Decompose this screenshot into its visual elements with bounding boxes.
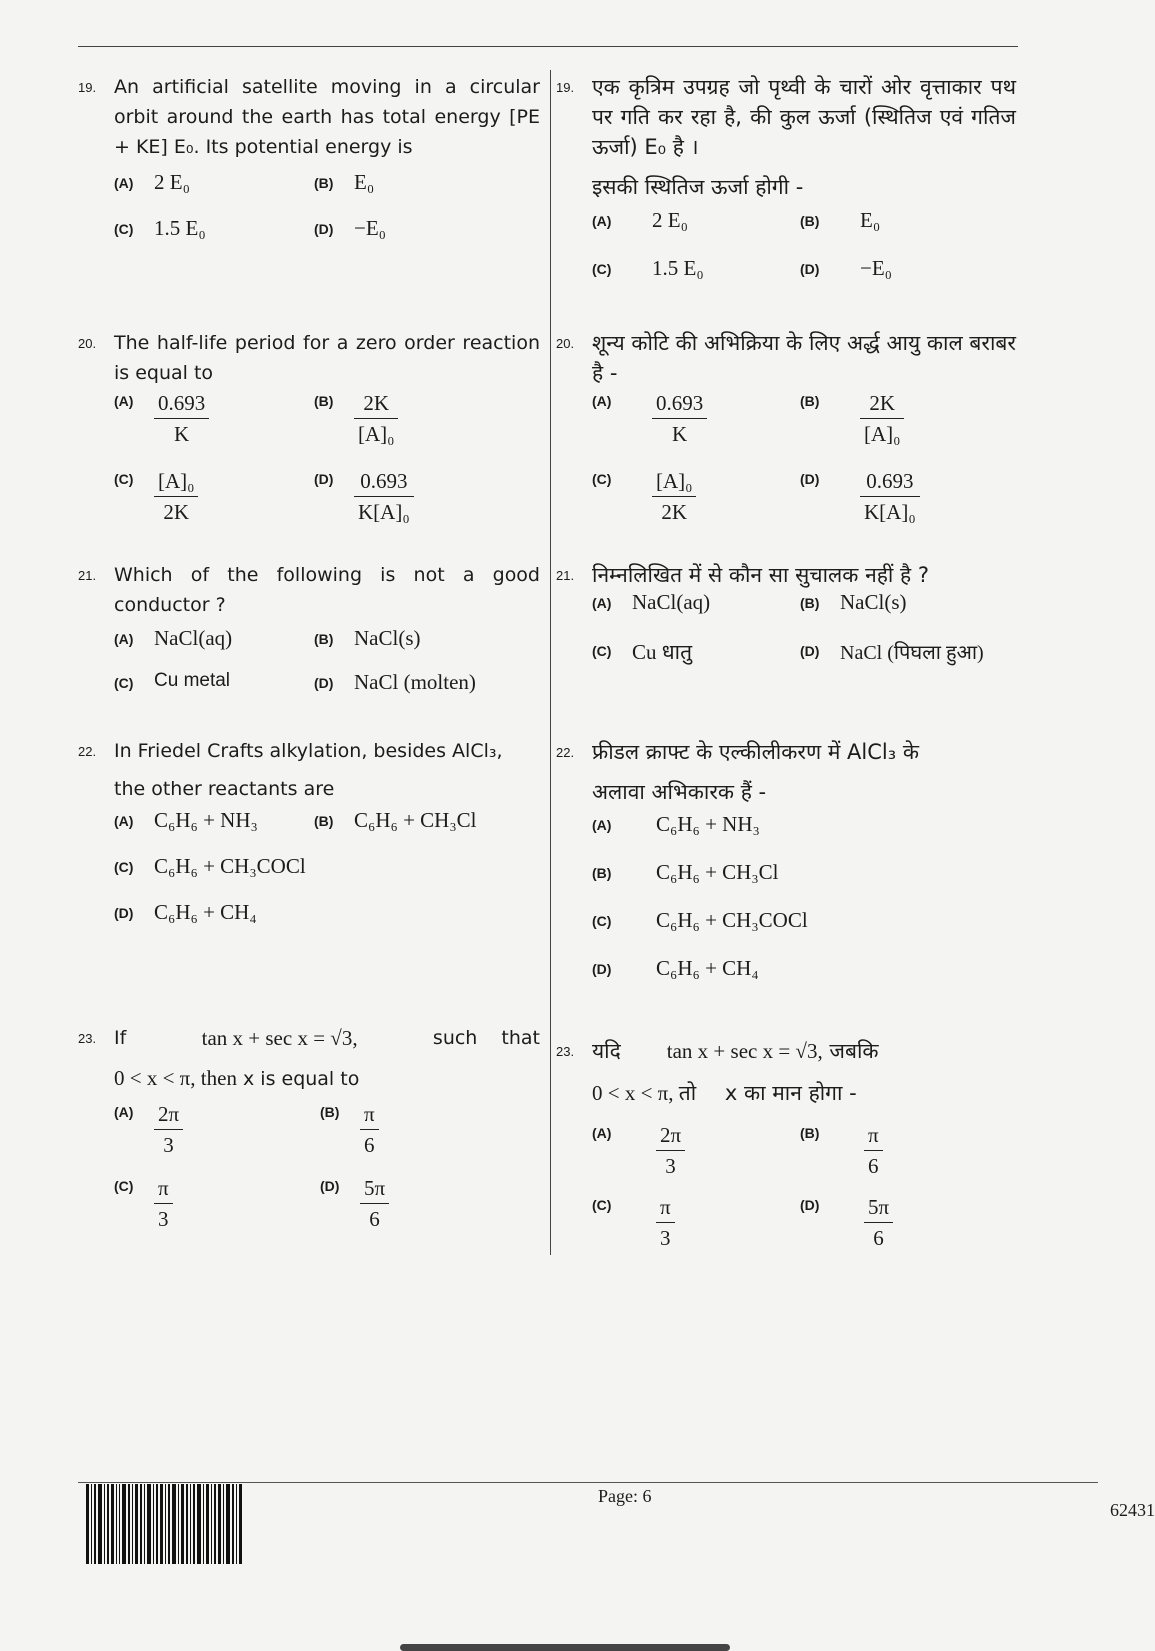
question-text: शून्य कोटि की अभिक्रिया के लिए अर्द्ध आयु काल बराबर है - bbox=[592, 331, 1016, 385]
option-c[interactable]: (C) 1.5 E₀ bbox=[592, 256, 704, 280]
option-c[interactable]: (C) $\frac{\pi}{3}$ bbox=[592, 1192, 675, 1253]
option-c[interactable]: (C) $\frac{\pi}{3}$ bbox=[114, 1173, 173, 1234]
question-20-hi bbox=[556, 328, 1016, 538]
footer-rule bbox=[78, 1482, 1098, 1483]
option-a[interactable]: (A) C₆H₆ + NH₃ bbox=[592, 812, 760, 836]
page-number: Page: 6 bbox=[598, 1486, 652, 1506]
question-number: 20. bbox=[78, 336, 97, 351]
option-d[interactable]: (D) NaCl (पिघला हुआ) bbox=[800, 642, 984, 664]
option-b[interactable]: (B) C₆H₆ + CH₃Cl bbox=[592, 860, 779, 884]
option-a[interactable]: (A) $\frac{2\pi}{3}$ bbox=[592, 1120, 685, 1181]
option-c[interactable]: (C) $\frac{\text{[A]₀}}{2K}$ bbox=[114, 466, 198, 527]
option-b[interactable]: (B) E₀ bbox=[314, 170, 375, 194]
option-a[interactable]: (A) NaCl(aq) bbox=[114, 626, 233, 650]
question-text: The half-life period for a zero order reaction is equal to bbox=[114, 332, 540, 384]
paper-code: 62431 bbox=[1110, 1500, 1155, 1520]
question-text: एक कृत्रिम उपग्रह जो पृथ्वी के चारों ओर वृत्ताकार पथ पर गति कर रहा है, की कुल ऊर्जा (स्थितिज एवं गतिज ऊर्जा) E₀ है । bbox=[592, 75, 1016, 159]
condition: 0 < x < π, then bbox=[114, 1066, 237, 1090]
such-that: जबकि bbox=[829, 1039, 879, 1063]
option-c[interactable]: (C) C₆H₆ + CH₃COCl bbox=[592, 908, 808, 932]
option-d[interactable]: (D) $\frac{5\pi}{6}$ bbox=[800, 1192, 893, 1253]
question-23-hi bbox=[556, 1030, 1016, 1280]
barcode bbox=[86, 1484, 286, 1564]
option-b[interactable]: (B) $\frac{\pi}{6}$ bbox=[800, 1120, 883, 1181]
option-d[interactable]: (D) $\frac{5\pi}{6}$ bbox=[320, 1173, 389, 1234]
option-a[interactable]: (A) $\frac{0.693}{K}$ bbox=[114, 388, 209, 449]
question-19-hi bbox=[556, 72, 1016, 308]
question-text-2: the other reactants are bbox=[114, 778, 335, 800]
option-a[interactable]: (A) $\frac{2\pi}{3}$ bbox=[114, 1099, 183, 1160]
scan-edge bbox=[400, 1644, 730, 1651]
option-c[interactable]: (C) $\frac{\text{[A]₀}}{2K}$ bbox=[592, 466, 696, 527]
question-22-en bbox=[78, 732, 540, 958]
option-b[interactable]: (B) E₀ bbox=[800, 208, 881, 232]
option-a[interactable]: (A) C₆H₆ + NH₃ bbox=[114, 808, 258, 832]
condition: 0 < x < π, तो bbox=[592, 1081, 697, 1105]
option-b[interactable]: (B) $\frac{\pi}{6}$ bbox=[320, 1099, 379, 1160]
question-text: फ्रीडल क्राफ्ट के एल्कीलीकरण में AlCl₃ के bbox=[592, 740, 919, 764]
such-that: such that bbox=[432, 1027, 540, 1049]
option-c[interactable]: (C) 1.5 E₀ bbox=[114, 216, 206, 240]
option-c[interactable]: (C) Cu metal bbox=[114, 670, 231, 691]
column-divider bbox=[550, 70, 551, 1255]
question-21-en bbox=[78, 560, 540, 716]
question-22-hi bbox=[556, 732, 1016, 1012]
option-b[interactable]: (B) NaCl(s) bbox=[800, 590, 907, 614]
option-d[interactable]: (D) $\frac{0.693}{\text{K[A]₀}}$ bbox=[800, 466, 920, 527]
if-word: If bbox=[114, 1027, 127, 1049]
question-tail: x is equal to bbox=[243, 1068, 360, 1090]
question-number: 21. bbox=[556, 568, 575, 583]
option-b[interactable]: (B) NaCl(s) bbox=[314, 626, 421, 650]
option-d[interactable]: (D) −E₀ bbox=[800, 256, 892, 280]
question-21-hi bbox=[556, 560, 1016, 680]
question-number: 19. bbox=[78, 80, 97, 95]
option-b[interactable]: (B) $\frac{2K}{\text{[A]₀}}$ bbox=[800, 388, 904, 449]
option-d[interactable]: (D) C₆H₆ + CH₄ bbox=[592, 956, 759, 980]
equation: tan x + sec x = √3, bbox=[666, 1039, 823, 1063]
option-a[interactable]: (A) $\frac{0.693}{K}$ bbox=[592, 388, 707, 449]
question-number: 19. bbox=[556, 80, 575, 95]
option-a[interactable]: (A) 2 E₀ bbox=[592, 208, 688, 232]
question-text: निम्नलिखित में से कौन सा सुचालक नहीं है ? bbox=[592, 563, 929, 587]
option-a[interactable]: (A) 2 E₀ bbox=[114, 170, 190, 194]
question-text: An artificial satellite moving in a circular orbit around the earth has total energy [PE + KE] E₀. Its potential energy is bbox=[114, 76, 540, 158]
question-text-2: अलावा अभिकारक हैं - bbox=[592, 780, 767, 804]
option-d[interactable]: (D) C₆H₆ + CH₄ bbox=[114, 900, 257, 924]
question-text: In Friedel Crafts alkylation, besides AlCl₃, bbox=[114, 740, 503, 762]
question-text: Which of the following is not a good conductor ? bbox=[114, 564, 540, 616]
option-d[interactable]: (D) NaCl (molten) bbox=[314, 670, 476, 694]
question-tail: x का मान होगा - bbox=[724, 1081, 857, 1105]
question-number: 23. bbox=[78, 1031, 97, 1046]
question-number: 23. bbox=[556, 1044, 575, 1059]
question-number: 22. bbox=[556, 745, 575, 760]
question-20-en bbox=[78, 328, 540, 538]
option-b[interactable]: (B) $\frac{2K}{\text{[A]₀}}$ bbox=[314, 388, 398, 449]
option-b[interactable]: (B) C₆H₆ + CH₃Cl bbox=[314, 808, 477, 832]
question-text-2: इसकी स्थितिज ऊर्जा होगी - bbox=[592, 175, 804, 199]
question-23-en bbox=[78, 1018, 540, 1259]
option-c[interactable]: (C) Cu धातु bbox=[592, 640, 693, 664]
top-rule bbox=[78, 46, 1018, 47]
question-19-en bbox=[78, 72, 540, 270]
question-number: 22. bbox=[78, 744, 97, 759]
question-number: 20. bbox=[556, 336, 575, 351]
option-d[interactable]: (D) −E₀ bbox=[314, 216, 386, 240]
option-a[interactable]: (A) NaCl(aq) bbox=[592, 590, 711, 614]
if-word: यदि bbox=[592, 1039, 621, 1063]
question-number: 21. bbox=[78, 568, 97, 583]
option-d[interactable]: (D) $\frac{0.693}{\text{K[A]₀}}$ bbox=[314, 466, 414, 527]
equation: tan x + sec x = √3, bbox=[201, 1026, 358, 1050]
option-c[interactable]: (C) C₆H₆ + CH₃COCl bbox=[114, 854, 306, 878]
